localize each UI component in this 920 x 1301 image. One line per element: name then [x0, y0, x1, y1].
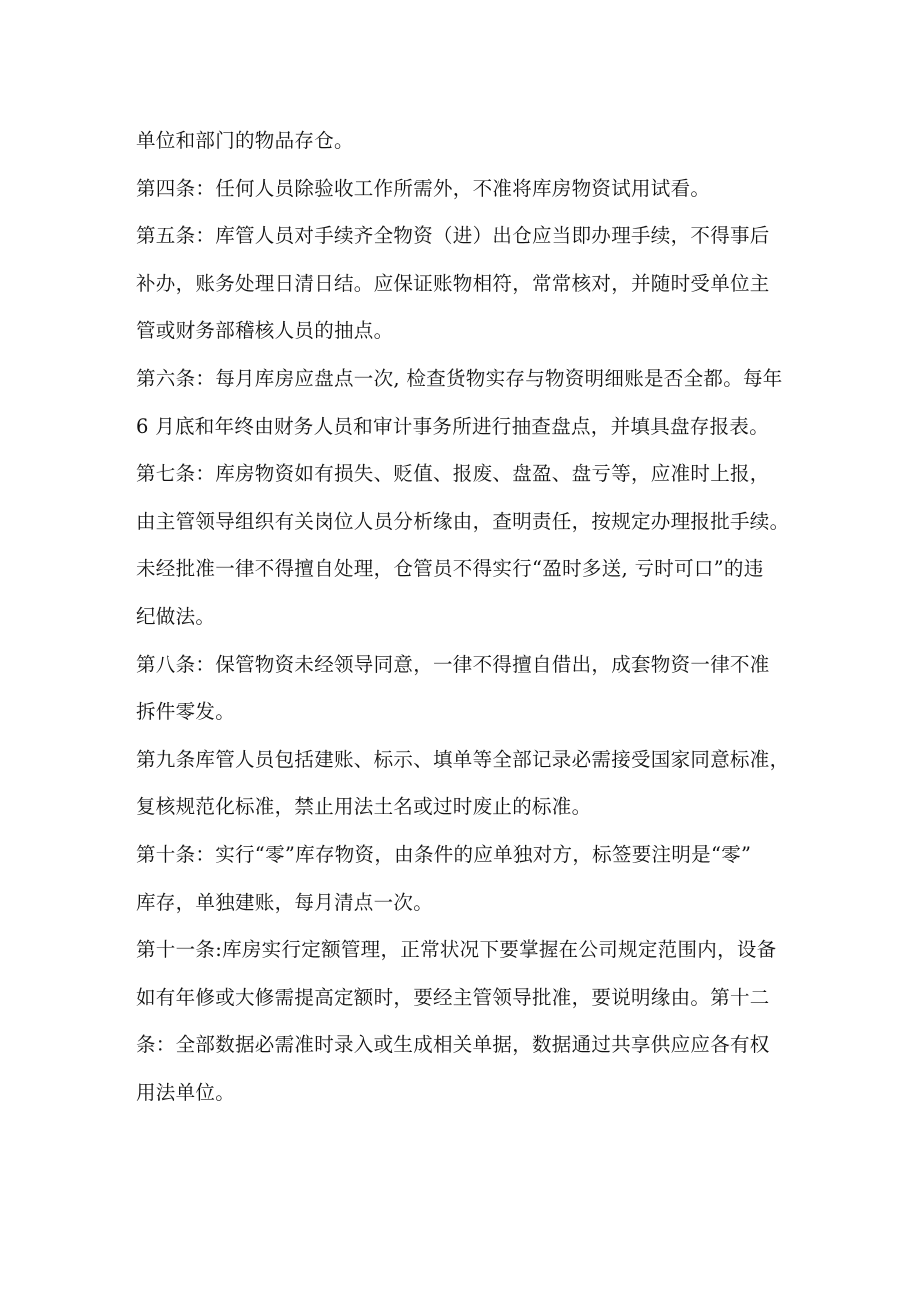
- text-line: 复核规范化标准，禁止用法土名或过时废止的标准。: [136, 795, 592, 819]
- text-line: 未经批准一律不得擅自处理，仓管员不得实行“盈时多送, 亏时可口”的违: [136, 557, 764, 581]
- text-line: 拆件零发。: [136, 700, 236, 724]
- text-line: 第十条：实行“零”库存物资，由条件的应单独对方，标签要注明是“零”: [136, 842, 752, 866]
- text-line: 条：全部数据必需准时录入或生成相关单据，数据通过共享供应应各有权: [136, 1033, 770, 1057]
- text-line: 第五条：库管人员对手续齐全物资（进）出仓应当即办理手续，不得事后: [136, 224, 770, 248]
- text-line: 纪做法。: [136, 604, 216, 628]
- text-line: 第九条库管人员包括建账、标示、填单等全部记录必需接受国家同意标准，: [136, 747, 790, 771]
- text-line: 用法单位。: [136, 1080, 236, 1104]
- text-line: 库存，单独建账，每月清点一次。: [136, 890, 434, 914]
- text-line: 管或财务部稽核人员的抽点。: [136, 319, 394, 343]
- text-line: 单位和部门的物品存仓。: [136, 129, 354, 152]
- text-line: 第六条：每月库房应盘点一次, 检查货物实存与物资明细账是否全都。每年: [136, 366, 783, 390]
- text-line: 由主管领导组织有关岗位人员分析缘由，查明责任，按规定办理报批手续。: [136, 509, 790, 533]
- text-line: 第四条：任何人员除验收工作所需外，不准将库房物资试用试看。: [136, 176, 711, 200]
- text-line: 第七条：库房物资如有损失、贬值、报废、盘盈、盘亏等，应准时上报，: [136, 462, 770, 486]
- text-line: 补办，账务处理日清日结。应保证账物相符，常常核对，并随时受单位主: [136, 271, 770, 295]
- text-line: 第八条：保管物资未经领导同意，一律不得擅自借出，成套物资一律不准: [136, 652, 770, 676]
- text-line: 6 月底和年终由财务人员和审计事务所进行抽查盘点，并填具盘存报表。: [136, 414, 770, 438]
- text-line: 第十一条:库房实行定额管理，正常状况下要掌握在公司规定范围内，设备: [136, 938, 777, 962]
- document-body: [136, 117, 796, 1116]
- text-line: 如有年修或大修需提高定额时，要经主管领导批准，要说明缘由。第十二: [136, 985, 770, 1009]
